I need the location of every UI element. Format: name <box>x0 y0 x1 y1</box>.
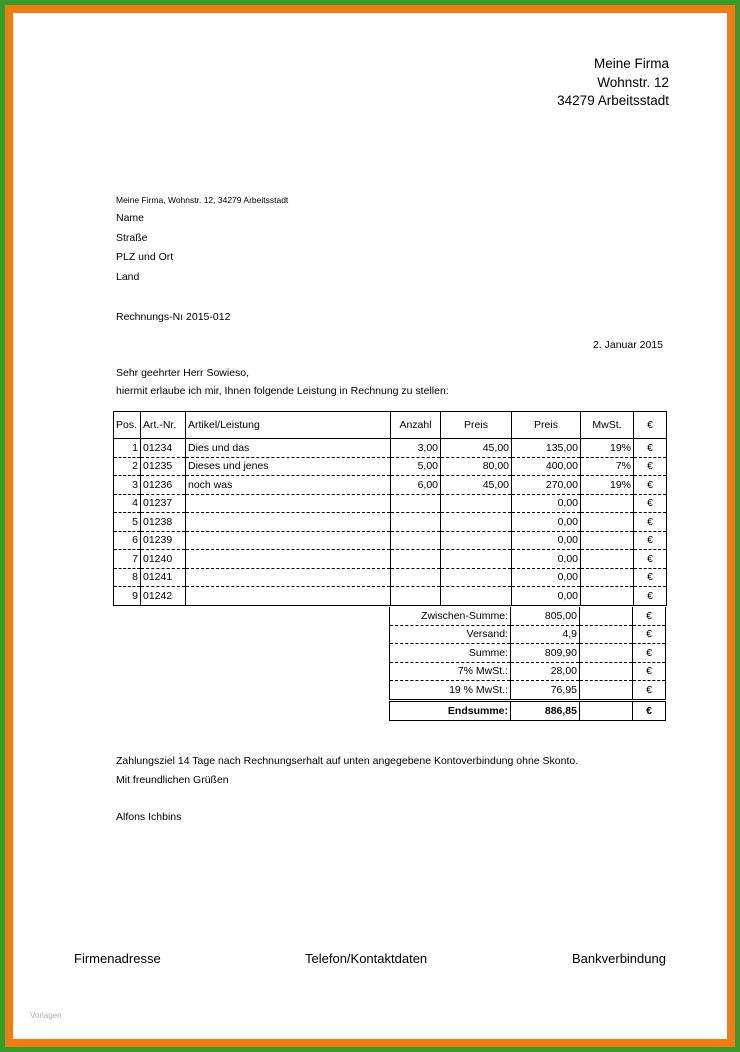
salutation: Sehr geehrter Herr Sowieso, <box>116 367 250 379</box>
cell-pos: 5 <box>114 513 141 532</box>
cell-vat <box>581 513 634 532</box>
cell-qty <box>391 531 441 550</box>
cell-currency: € <box>634 457 667 476</box>
cell-total: 135,00 <box>512 439 581 458</box>
cell-vat: 7% <box>581 457 634 476</box>
grand-total-row <box>390 700 666 720</box>
cell-price: 80,00 <box>441 457 512 476</box>
sender-block <box>557 55 669 111</box>
cell-qty <box>391 568 441 587</box>
summary-table <box>389 607 666 721</box>
cell-vat <box>581 568 634 587</box>
cell-vat: 19% <box>581 476 634 495</box>
sender-city: 34279 Arbeitsstadt <box>557 93 669 108</box>
table-row <box>114 513 667 532</box>
header-art-nr: Art.-Nr. <box>141 412 186 439</box>
summary-label: Zwischen-Summe: <box>390 607 511 625</box>
summary-vat <box>580 644 633 663</box>
header-pos: Pos. <box>114 412 141 439</box>
cell-vat <box>581 494 634 513</box>
cell-item <box>186 568 391 587</box>
invoice-date: 2. Januar 2015 <box>592 339 663 351</box>
recipient-street: Straße <box>116 232 148 244</box>
cell-currency: € <box>634 439 667 458</box>
summary-label: 7% MwSt.: <box>390 662 511 681</box>
grand-total-value: 886,85 <box>511 700 580 720</box>
cell-currency: € <box>634 513 667 532</box>
cell-item <box>186 587 391 606</box>
cell-pos: 4 <box>114 494 141 513</box>
summary-vat <box>580 625 633 644</box>
cell-price <box>441 494 512 513</box>
cell-total: 270,00 <box>512 476 581 495</box>
summary-value: 28,00 <box>511 662 580 681</box>
signature: Alfons Ichbins <box>116 811 182 823</box>
cell-qty <box>391 513 441 532</box>
header-price: Preis <box>441 412 512 439</box>
cell-art-nr: 01239 <box>141 531 186 550</box>
cell-qty: 6,00 <box>391 476 441 495</box>
summary-row <box>390 644 666 663</box>
cell-item <box>186 513 391 532</box>
cell-art-nr: 01236 <box>141 476 186 495</box>
header-item: Artikel/Leistung <box>186 412 391 439</box>
table-row <box>114 457 667 476</box>
cell-item <box>186 494 391 513</box>
cell-currency: € <box>634 476 667 495</box>
summary-row <box>390 625 666 644</box>
footer-contact: Telefon/Kontaktdaten <box>305 951 428 966</box>
cell-total: 0,00 <box>512 494 581 513</box>
summary-currency: € <box>633 644 666 663</box>
cell-art-nr: 01241 <box>141 568 186 587</box>
cell-art-nr: 01242 <box>141 587 186 606</box>
table-row <box>114 476 667 495</box>
cell-currency: € <box>634 531 667 550</box>
payment-terms: Zahlungsziel 14 Tage nach Rechnungserhalt auf unten angegebene Kontoverbindung ohne Skonto. <box>116 755 579 767</box>
cell-item: noch was <box>186 476 391 495</box>
cell-vat <box>581 550 634 569</box>
cell-item: Dieses und jenes <box>186 457 391 476</box>
invoice-number: Rechnungs-Nı 2015-012 <box>116 311 231 323</box>
cell-qty: 5,00 <box>391 457 441 476</box>
cell-qty <box>391 587 441 606</box>
cell-price: 45,00 <box>441 439 512 458</box>
cell-pos: 6 <box>114 531 141 550</box>
return-address-line: Meine Firma, Wohnstr. 12, 34279 Arbeitsstadt <box>116 195 289 205</box>
cell-qty <box>391 494 441 513</box>
cell-currency: € <box>634 494 667 513</box>
cell-item <box>186 531 391 550</box>
cell-item <box>186 550 391 569</box>
watermark: Vorlagen <box>30 1011 62 1020</box>
header-vat: MwSt. <box>581 412 634 439</box>
header-total: Preis <box>512 412 581 439</box>
summary-value: 4,9 <box>511 625 580 644</box>
cell-pos: 8 <box>114 568 141 587</box>
summary-vat <box>580 607 633 625</box>
summary-label: Summe: <box>390 644 511 663</box>
summary-currency: € <box>633 625 666 644</box>
summary-label: 19 % MwSt.: <box>390 681 511 701</box>
cell-vat: 19% <box>581 439 634 458</box>
cell-price <box>441 531 512 550</box>
summary-vat <box>580 681 633 701</box>
summary-value: 809,90 <box>511 644 580 663</box>
cell-vat <box>581 531 634 550</box>
cell-price <box>441 550 512 569</box>
header-qty: Anzahl <box>391 412 441 439</box>
summary-row <box>390 662 666 681</box>
table-row <box>114 587 667 606</box>
cell-total: 400,00 <box>512 457 581 476</box>
footer-bank: Bankverbindung <box>572 951 666 966</box>
cell-total: 0,00 <box>512 550 581 569</box>
table-row <box>114 439 667 458</box>
recipient-zip-city: PLZ und Ort <box>116 251 174 263</box>
recipient-country: Land <box>116 271 140 283</box>
sender-street: Wohnstr. 12 <box>597 74 669 90</box>
cell-total: 0,00 <box>512 568 581 587</box>
summary-currency: € <box>633 662 666 681</box>
cell-price: 45,00 <box>441 476 512 495</box>
table-header-row <box>114 412 667 439</box>
sender-company: Meine Firma <box>593 56 669 71</box>
grand-total-vat <box>580 700 633 720</box>
cell-qty <box>391 550 441 569</box>
cell-art-nr: 01238 <box>141 513 186 532</box>
cell-currency: € <box>634 587 667 606</box>
table-row <box>114 568 667 587</box>
summary-value: 805,00 <box>511 607 580 625</box>
header-currency: € <box>634 412 667 439</box>
cell-item: Dies und das <box>186 439 391 458</box>
intro-text: hiermit erlaube ich mir, Ihnen folgende Leistung in Rechnung zu stellen: <box>116 385 449 397</box>
cell-total: 0,00 <box>512 513 581 532</box>
summary-value: 76,95 <box>511 681 580 701</box>
table-row <box>114 531 667 550</box>
summary-row <box>390 681 666 701</box>
cell-art-nr: 01240 <box>141 550 186 569</box>
cell-art-nr: 01234 <box>141 439 186 458</box>
summary-row <box>390 607 666 625</box>
cell-total: 0,00 <box>512 531 581 550</box>
footer-address: Firmenadresse <box>74 951 161 966</box>
cell-total: 0,00 <box>512 587 581 606</box>
cell-art-nr: 01237 <box>141 494 186 513</box>
table-row <box>114 494 667 513</box>
summary-vat <box>580 662 633 681</box>
cell-pos: 2 <box>114 457 141 476</box>
summary-currency: € <box>633 681 666 701</box>
cell-pos: 7 <box>114 550 141 569</box>
table-row <box>114 550 667 569</box>
cell-price <box>441 587 512 606</box>
cell-price <box>441 568 512 587</box>
cell-pos: 3 <box>114 476 141 495</box>
grand-total-label: Endsumme: <box>390 700 511 720</box>
cell-pos: 1 <box>114 439 141 458</box>
cell-qty: 3,00 <box>391 439 441 458</box>
summary-currency: € <box>633 607 666 625</box>
cell-price <box>441 513 512 532</box>
summary-label: Versand: <box>390 625 511 644</box>
cell-currency: € <box>634 550 667 569</box>
cell-vat <box>581 587 634 606</box>
invoice-table <box>113 411 667 606</box>
cell-art-nr: 01235 <box>141 457 186 476</box>
closing: Mit freundlichen Grüßen <box>116 774 229 786</box>
grand-total-currency: € <box>633 700 666 720</box>
cell-currency: € <box>634 568 667 587</box>
cell-pos: 9 <box>114 587 141 606</box>
recipient-name: Name <box>116 212 145 224</box>
